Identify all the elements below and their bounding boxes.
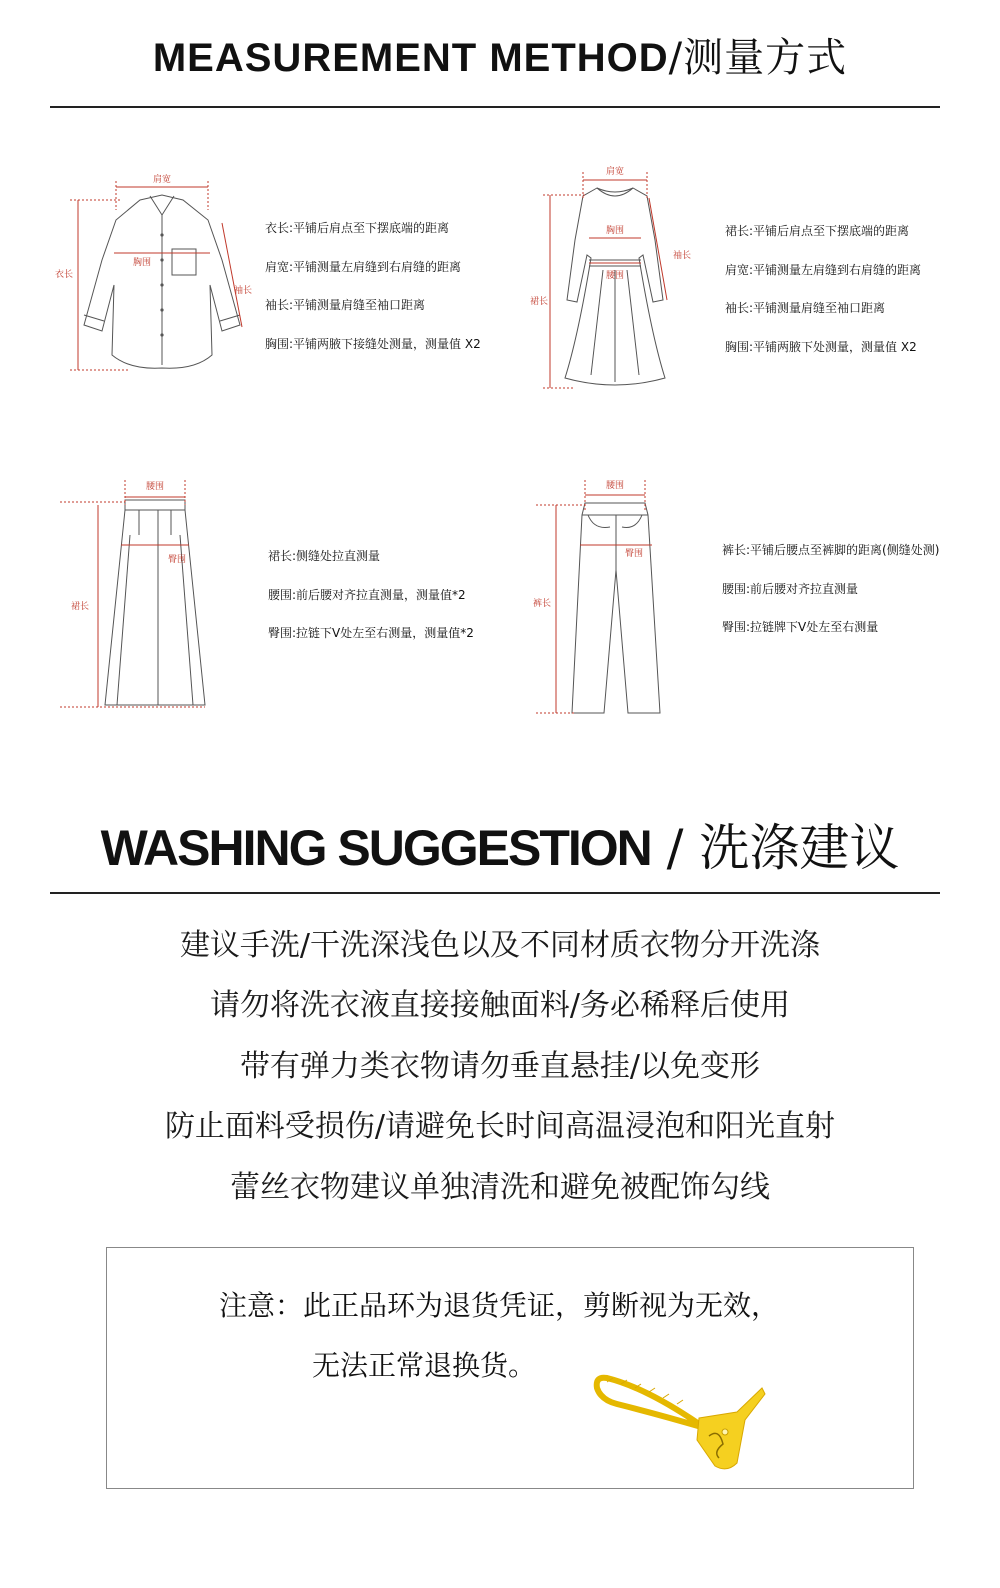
- notice-box: [106, 1247, 914, 1489]
- measurement-title: MEASUREMENT METHOD/测量方式: [152, 35, 848, 81]
- washing-line: 带有弹力类衣物请勿垂直悬挂/以免变形: [239, 1049, 761, 1084]
- pants-diagram: [530, 475, 710, 720]
- length-label: 裙长: [71, 602, 90, 612]
- waist-label: 腰围: [145, 482, 165, 492]
- notice-line: 无法正常退换货。: [312, 1349, 537, 1382]
- washing-line: 蕾丝衣物建议单独清洗和避免被配饰勾线: [230, 1170, 770, 1205]
- shoulder-width-label: 肩宽: [152, 175, 172, 185]
- washing-line: 请勿将洗衣液直接接触面料/务必稀释后使用: [209, 988, 791, 1023]
- skirt-diagram: [55, 475, 235, 715]
- waist-label: 腰围: [605, 481, 625, 491]
- washing-line: 防止面料受损伤/请避免长时间高温浸泡和阳光直射: [164, 1109, 836, 1144]
- sleeve-label: 袖长: [234, 286, 253, 296]
- length-label: 裙长: [530, 297, 549, 307]
- chest-label: 胸围: [605, 226, 625, 236]
- hip-label: 臀围: [167, 555, 187, 565]
- shirt-diagram: [50, 165, 253, 380]
- length-label: 裤长: [533, 599, 552, 609]
- shoulder-width-label: 肩宽: [605, 167, 625, 177]
- waist-label: 腰围: [605, 271, 625, 281]
- divider: [50, 106, 940, 108]
- washing-title: WASHING SUGGESTION / 洗涤建议: [100, 819, 900, 877]
- washing-line: 建议手洗/干洗深浅色以及不同材质衣物分开洗涤: [179, 928, 821, 963]
- notice-line: 注意：此正品环为退货凭证，剪断视为无效，: [219, 1289, 780, 1322]
- divider: [50, 892, 940, 894]
- hip-label: 臀围: [624, 549, 644, 559]
- chest-label: 胸围: [132, 258, 152, 268]
- security-tag-image: [587, 1348, 772, 1478]
- sleeve-label: 袖长: [673, 251, 692, 261]
- dress-diagram: [525, 160, 705, 392]
- length-label: 衣长: [55, 270, 74, 280]
